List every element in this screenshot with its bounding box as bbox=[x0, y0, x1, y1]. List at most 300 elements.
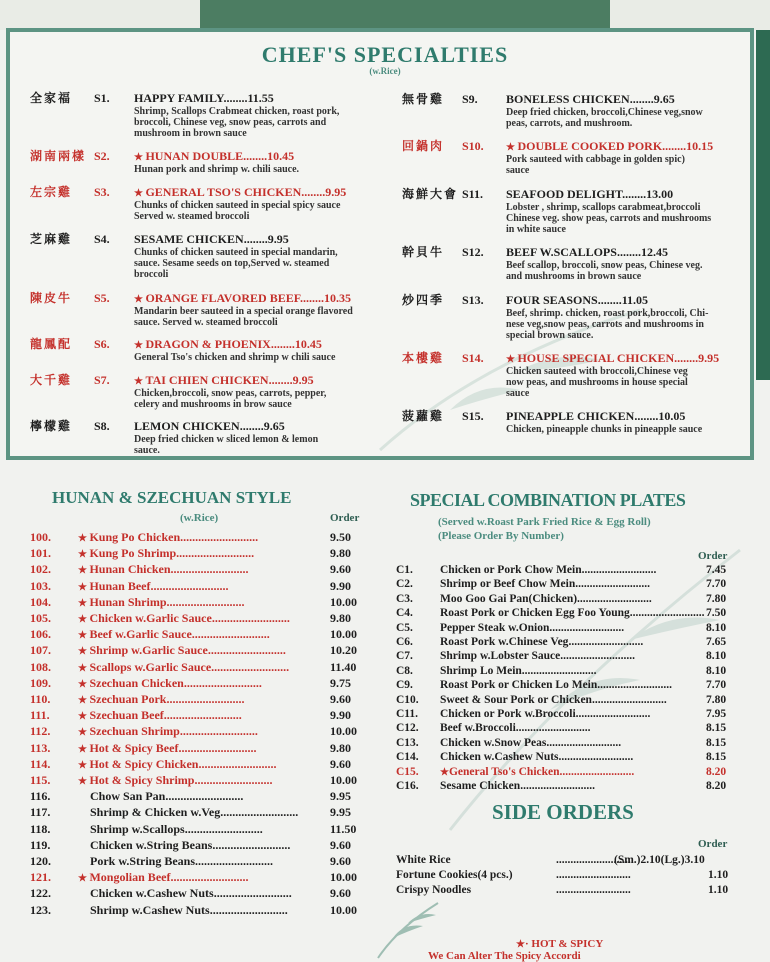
hunan-item-number: 106. bbox=[30, 627, 51, 642]
chef-item bbox=[402, 294, 742, 342]
chef-item-name bbox=[506, 294, 742, 306]
chef-item-name bbox=[134, 92, 370, 104]
combo-item-number: C9. bbox=[396, 679, 413, 692]
leader-dots: ........ bbox=[674, 351, 699, 365]
combo-item-price: 8.10 bbox=[706, 621, 727, 634]
chef-item-name-text: DOUBLE COOKED PORK bbox=[517, 139, 663, 153]
combo-item-number: C4. bbox=[396, 607, 413, 620]
chef-item-chinese-name: 回鍋肉 bbox=[402, 139, 445, 153]
chef-item-description: now peas, and mushrooms in house special bbox=[506, 377, 688, 388]
hunan-item-name-text: Shrimp & Chicken w.Veg bbox=[90, 805, 221, 820]
top-green-banner bbox=[200, 0, 610, 28]
combo-item-number: C1. bbox=[396, 564, 413, 576]
leader-dots: ........ bbox=[616, 245, 641, 259]
hunan-item bbox=[30, 708, 370, 722]
hunan-item bbox=[30, 789, 370, 803]
hunan-item bbox=[30, 611, 370, 625]
hunan-item-price: 10.00 bbox=[330, 724, 357, 739]
side-order-name: Crispy Noodles bbox=[396, 884, 472, 896]
hunan-item-name: Chicken w.String Beans.......................... bbox=[90, 837, 291, 852]
chef-item-number: S13. bbox=[462, 293, 484, 307]
hunan-item bbox=[30, 741, 370, 755]
side-order-price: 1.10 bbox=[708, 884, 729, 896]
chef-item-name-text: ORANGE FLAVORED BEEF bbox=[145, 291, 300, 305]
combo-item-number: C6. bbox=[396, 636, 413, 648]
hunan-item-number: 108. bbox=[30, 659, 51, 674]
hunan-item-price: 9.90 bbox=[330, 708, 351, 723]
chef-item-number: S12. bbox=[462, 245, 484, 259]
combo-item-name: Roast Pork w.Chinese Veg.......................... bbox=[440, 636, 644, 648]
combo-item-number: C12. bbox=[396, 722, 419, 735]
combo-item bbox=[396, 678, 746, 692]
chef-item-description: Chunks of chicken sauteed in special spicy sauce bbox=[134, 200, 341, 211]
leader-dots: ........ bbox=[239, 419, 264, 433]
chef-item-description: peas, carrots, and mushroom. bbox=[506, 118, 633, 129]
chef-item-price: 11.05 bbox=[621, 293, 649, 307]
hunan-item-number: 109. bbox=[30, 675, 51, 690]
chef-item-name bbox=[506, 410, 742, 422]
chef-item-description: Mandarin beer sauteed in a special orange flavored bbox=[134, 306, 353, 317]
hunan-item-name: ★ Beef w.Garlic Sauce.......................... bbox=[78, 627, 270, 642]
hunan-item bbox=[30, 595, 370, 609]
chef-item-name bbox=[134, 292, 370, 306]
chef-item-name bbox=[134, 150, 370, 164]
chef-item-name-text: HAPPY FAMILY bbox=[134, 91, 224, 105]
hunan-item-name-text: Chow San Pan bbox=[90, 789, 166, 804]
combo-item bbox=[396, 664, 746, 678]
chef-item-description: Chinese veg. show peas, carrots and mushrooms bbox=[506, 213, 712, 224]
combo-item-number: C8. bbox=[396, 664, 413, 677]
hunan-item-name-text: Chicken w.String Beans bbox=[90, 837, 213, 852]
combo-order-label: Order bbox=[698, 550, 728, 562]
hunan-item-price: 9.95 bbox=[330, 805, 351, 820]
hunan-item-name: ★ Szechuan Shrimp.......................... bbox=[78, 724, 258, 739]
chef-item-name-text: BEEF W.SCALLOPS bbox=[506, 245, 617, 259]
chef-item-chinese-name: 炒四季 bbox=[402, 293, 445, 307]
chef-item-price: 9.95 bbox=[292, 373, 314, 387]
chef-item bbox=[30, 374, 370, 422]
hunan-item-name-text: Chicken w.Garlic Sauce bbox=[89, 611, 212, 625]
chef-item-number: S4. bbox=[94, 232, 110, 246]
hot-spicy-legend-text: · HOT & SPICY bbox=[524, 938, 604, 950]
combo-item-number: C7. bbox=[396, 650, 413, 663]
hunan-item bbox=[30, 692, 370, 706]
pepper-icon: ★ bbox=[134, 152, 146, 163]
side-order-price: 1.10 bbox=[708, 869, 729, 881]
chef-item-number: S9. bbox=[462, 92, 478, 106]
chef-specialties-subtitle: (w.Rice) bbox=[369, 66, 401, 76]
hunan-item bbox=[30, 627, 370, 641]
hunan-item-price: 10.00 bbox=[330, 594, 357, 609]
hunan-item bbox=[30, 903, 370, 917]
hunan-item bbox=[30, 886, 370, 900]
chef-item-number: S2. bbox=[94, 149, 110, 163]
hunan-item-number: 103. bbox=[30, 578, 51, 593]
hunan-item-price: 9.50 bbox=[330, 530, 351, 544]
hunan-item-name-text: Szechuan Pork bbox=[89, 692, 167, 706]
hunan-item-name-text: Kung Po Shrimp bbox=[89, 546, 177, 561]
side-order-item bbox=[396, 868, 746, 882]
hunan-item-price: 9.95 bbox=[330, 789, 351, 804]
leader-dots: ........ bbox=[299, 291, 324, 305]
combo-item-price: 7.80 bbox=[706, 693, 727, 706]
hunan-item-price: 10.00 bbox=[330, 773, 357, 787]
chef-item-name-text: PINEAPPLE CHICKEN bbox=[506, 409, 635, 423]
combo-item-name: Sweet & Sour Pork or Chicken.......................... bbox=[440, 693, 667, 706]
pepper-icon: ★ bbox=[78, 776, 90, 787]
hunan-item-name: ★ Chicken w.Garlic Sauce.......................... bbox=[78, 611, 290, 625]
hunan-item-name: ★ Szechuan Beef.......................... bbox=[78, 708, 242, 723]
combo-item-price: 7.65 bbox=[706, 636, 727, 648]
hunan-item-number: 104. bbox=[30, 594, 51, 609]
pepper-icon: ★ bbox=[78, 873, 90, 885]
pepper-icon: ★ bbox=[78, 743, 90, 755]
combo-item-name: Chicken w.Cashew Nuts.......................... bbox=[440, 751, 634, 764]
pepper-icon: ★ bbox=[506, 142, 518, 153]
combo-item-name-text: Chicken w.Snow Peas bbox=[440, 736, 547, 749]
hunan-item-price: 10.00 bbox=[330, 627, 357, 642]
hunan-item-number: 117. bbox=[30, 805, 51, 820]
hunan-item-name-text: Hot & Spicy Shrimp bbox=[89, 773, 195, 787]
combo-item bbox=[396, 779, 746, 793]
combo-item-number: C13. bbox=[396, 736, 419, 749]
combo-item-number: C2. bbox=[396, 578, 413, 591]
chef-item-description: Beef, shrimp. chicken, roast pork,broccoli, Chi- bbox=[506, 308, 709, 319]
combo-item-name: Shrimp w.Lobster Sauce.......................... bbox=[440, 650, 635, 663]
chef-item-price: 9.95 bbox=[325, 185, 347, 199]
combo-item-name: Chicken w.Snow Peas.......................... bbox=[440, 736, 622, 749]
hunan-item-price: 9.80 bbox=[330, 740, 351, 755]
side-order-item bbox=[396, 853, 746, 867]
combo-item bbox=[396, 721, 746, 735]
chef-item-number: S3. bbox=[94, 185, 110, 199]
leader-dots: ........ bbox=[629, 92, 654, 106]
combo-item-price: 8.20 bbox=[706, 780, 727, 792]
chef-item-name bbox=[134, 420, 370, 432]
hunan-item-name: ★ Shrimp w.Garlic Sauce.......................... bbox=[78, 643, 286, 658]
hunan-item bbox=[30, 757, 370, 771]
chef-item bbox=[30, 233, 370, 281]
hunan-item-price: 10.20 bbox=[330, 643, 357, 658]
hunan-item-price: 9.60 bbox=[330, 562, 351, 577]
combo-item-name-text: Chicken or Pork w.Broccoli bbox=[440, 708, 576, 720]
right-edge-strip bbox=[756, 30, 770, 380]
hunan-item-number: 121. bbox=[30, 870, 51, 885]
hunan-item-name-text: Scallops w.Garlic Sauce bbox=[89, 659, 212, 674]
combo-item-name-text: Shrimp Lo Mein bbox=[440, 664, 522, 677]
chef-item bbox=[402, 188, 742, 236]
chef-item-price: 10.15 bbox=[686, 139, 714, 153]
chef-item-price: 10.45 bbox=[267, 149, 295, 163]
chef-item-description: broccoli, Chinese veg, snow peas, carrots and bbox=[134, 117, 327, 128]
chef-item-name bbox=[506, 352, 742, 366]
chef-item-description: sauce. Served w. steamed broccoli bbox=[134, 317, 278, 328]
hunan-item-price: 9.60 bbox=[330, 692, 351, 706]
chef-item-chinese-name: 檸檬雞 bbox=[30, 419, 73, 433]
hunan-item-number: 112. bbox=[30, 724, 51, 739]
hunan-item-price: 10.00 bbox=[330, 902, 357, 917]
hunan-item-name-text: Shrimp w.Garlic Sauce bbox=[89, 643, 208, 658]
chef-item-name-text: GENERAL TSO'S CHICKEN bbox=[145, 185, 302, 199]
chef-item bbox=[402, 352, 742, 400]
hunan-order-label: Order bbox=[330, 512, 360, 524]
combo-item-price: 8.10 bbox=[706, 650, 727, 663]
hunan-item-name: Shrimp w.Scallops.......................... bbox=[90, 821, 263, 836]
chef-item bbox=[30, 292, 370, 340]
combo-item-price: 8.10 bbox=[706, 664, 727, 677]
hunan-item-price: 9.80 bbox=[330, 611, 351, 625]
chef-item-price: 13.00 bbox=[646, 187, 674, 201]
combo-subtitle-1: (Served w.Roast Park Fried Rice & Egg Roll) bbox=[438, 516, 651, 528]
chef-item-description: Deep fried chicken, broccoli,Chinese veg,snow bbox=[506, 107, 703, 118]
hunan-item-name-text: Hunan Shrimp bbox=[89, 594, 167, 609]
hunan-item-price: 10.00 bbox=[330, 870, 357, 885]
chef-item-name-text: DRAGON & PHOENIX bbox=[145, 337, 271, 351]
combo-item bbox=[396, 635, 746, 649]
hunan-item-number: 111. bbox=[30, 708, 50, 723]
chef-item-name bbox=[134, 338, 370, 352]
hunan-szechuan-title: HUNAN & SZECHUAN STYLE bbox=[52, 488, 292, 507]
hunan-item-name-text: Mongolian Beef bbox=[89, 870, 171, 885]
combo-item-price: 7.45 bbox=[706, 564, 727, 576]
combo-item-price: 7.50 bbox=[706, 607, 727, 620]
leader-dots: .......................... bbox=[556, 869, 631, 881]
chef-item bbox=[402, 140, 742, 188]
combo-item bbox=[396, 606, 746, 620]
hunan-item-name: Pork w.String Beans.......................... bbox=[90, 854, 274, 868]
chef-item bbox=[402, 246, 742, 294]
pepper-icon: ★ bbox=[78, 614, 90, 625]
combo-item-name-text: Beef w.Broccoli bbox=[440, 722, 516, 735]
combo-item-name: Moo Goo Gai Pan(Chicken).......................... bbox=[440, 592, 652, 605]
hunan-item bbox=[30, 724, 370, 738]
chef-item-description: Chunks of chicken sauteed in special mandarin, bbox=[134, 247, 338, 258]
combo-item-price: 8.15 bbox=[706, 751, 727, 764]
chef-item-number: S1. bbox=[94, 91, 110, 105]
hot-spicy-legend bbox=[516, 938, 603, 950]
hunan-item bbox=[30, 822, 370, 836]
hunan-item bbox=[30, 643, 370, 657]
chef-item-name bbox=[506, 93, 742, 105]
chef-item-description: Lobster , shrimp, scallops carabmeat,broccoli bbox=[506, 202, 701, 213]
combo-item-name: Shrimp or Beef Chow Mein.......................... bbox=[440, 578, 650, 591]
chef-item-description: Chicken sauteed with broccoli,Chinese veg bbox=[506, 366, 688, 377]
chef-item-chinese-name: 湖南兩樣 bbox=[30, 149, 87, 163]
leader-dots: ........ bbox=[301, 185, 326, 199]
hunan-item-name-text: Beef w.Garlic Sauce bbox=[89, 627, 192, 642]
chef-item-price: 10.05 bbox=[658, 409, 686, 423]
combo-item-name: Shrimp Lo Mein.......................... bbox=[440, 664, 597, 677]
chef-item bbox=[30, 186, 370, 234]
side-orders-title: SIDE ORDERS bbox=[492, 800, 634, 824]
chef-item-description: Deep fried chicken w sliced lemon & lemon bbox=[134, 434, 319, 445]
chef-item-name bbox=[134, 233, 370, 245]
hunan-item-number: 105. bbox=[30, 611, 51, 625]
chef-item-description: Beef scallop, broccoli, snow peas, Chinese veg. bbox=[506, 260, 703, 271]
combination-plates-title: SPECIAL COMBINATION PLATES bbox=[410, 490, 686, 510]
leader-dots: ........ bbox=[597, 293, 622, 307]
chef-item-description: Served w. steamed broccoli bbox=[134, 211, 250, 222]
hunan-item-number: 110. bbox=[30, 692, 51, 706]
chef-item-description: and mushrooms in brown sauce bbox=[506, 271, 642, 282]
combo-item-name-text: Roast Pork w.Chinese Veg bbox=[440, 636, 569, 648]
hunan-item-name-text: Shrimp w.Cashew Nuts bbox=[90, 902, 210, 917]
combo-item-number: C3. bbox=[396, 592, 413, 605]
combo-item-name: Sesame Chicken.......................... bbox=[440, 780, 595, 792]
hunan-item-number: 113. bbox=[30, 740, 51, 755]
hunan-item-name: Chicken w.Cashew Nuts.......................... bbox=[90, 886, 292, 901]
chef-item-description: celery and mushrooms in brow sauce bbox=[134, 399, 292, 410]
hunan-item-price: 9.60 bbox=[330, 854, 351, 868]
chef-item-description: special brown sauce. bbox=[506, 330, 594, 341]
combo-item-price: 8.15 bbox=[706, 722, 727, 735]
combo-item bbox=[396, 577, 746, 591]
combo-item bbox=[396, 765, 746, 779]
hunan-item-price: 9.60 bbox=[330, 756, 351, 771]
hunan-item-name: ★ Kung Po Shrimp.......................... bbox=[78, 546, 255, 561]
pepper-icon: ★ bbox=[78, 759, 90, 771]
combo-item-name-text: Chicken or Pork Chow Mein bbox=[440, 564, 582, 576]
leader-dots: ........ bbox=[243, 149, 268, 163]
hunan-item-name-text: Pork w.String Beans bbox=[90, 854, 196, 868]
side-order-price: (Sm.)2.10(Lg.)3.10 bbox=[614, 854, 705, 866]
leader-dots: ........ bbox=[223, 91, 248, 105]
hunan-item-name: ★ Hot & Spicy Chicken.......................... bbox=[78, 756, 277, 771]
combo-item-name-text: Pepper Steak w.Onion bbox=[440, 621, 550, 634]
combo-item bbox=[396, 750, 746, 764]
chef-item-number: S14. bbox=[462, 351, 484, 365]
leader-dots: ........ bbox=[268, 373, 293, 387]
combo-item-price: 7.80 bbox=[706, 592, 727, 605]
chef-item-number: S7. bbox=[94, 373, 110, 387]
chef-item-description: sauce. bbox=[134, 445, 160, 456]
chef-item bbox=[402, 93, 742, 141]
pepper-icon: ★ bbox=[78, 533, 90, 544]
hunan-item-name: Shrimp w.Cashew Nuts.......................... bbox=[90, 902, 288, 917]
combo-item-name-text: Roast Pork or Chicken Egg Foo Young bbox=[440, 607, 630, 620]
combo-item bbox=[396, 563, 746, 577]
hunan-item-name-text: Szechuan Shrimp bbox=[89, 724, 180, 739]
hunan-item bbox=[30, 854, 370, 868]
combo-item-price: 8.20 bbox=[706, 765, 727, 778]
hunan-item-name: ★ Mongolian Beef.......................... bbox=[78, 870, 249, 885]
chef-item-number: S5. bbox=[94, 291, 110, 305]
hunan-item-name: ★ Hunan Chicken.......................... bbox=[78, 562, 249, 577]
chef-item-price: 9.65 bbox=[263, 419, 285, 433]
hunan-item-number: 100. bbox=[30, 530, 51, 544]
leader-dots: ........ bbox=[243, 232, 268, 246]
leader-dots: .......................... bbox=[556, 884, 631, 896]
chef-item-description: General Tso's chicken and shrimp w chili sauce bbox=[134, 352, 336, 363]
combo-item bbox=[396, 736, 746, 750]
combo-item-price: 7.70 bbox=[706, 578, 727, 591]
side-order-item bbox=[396, 883, 746, 897]
chef-item-description: in white sauce bbox=[506, 224, 566, 235]
chef-specialties-title: CHEF'S SPECIALTIES bbox=[261, 42, 509, 67]
combo-item-name-text: Sesame Chicken bbox=[440, 780, 521, 792]
chef-item-description: sauce bbox=[506, 388, 530, 399]
hunan-item bbox=[30, 660, 370, 674]
side-order-name: White Rice bbox=[396, 854, 451, 866]
hunan-item-name-text: Szechuan Chicken bbox=[89, 675, 184, 690]
pepper-icon: ★ bbox=[134, 376, 146, 387]
chef-item bbox=[30, 420, 370, 468]
spicy-note: We Can Alter The Spicy Accordi bbox=[428, 950, 581, 962]
pepper-icon: ★ bbox=[78, 630, 90, 642]
chef-item-description: sauce. Sesame seeds on top,Served w. steamed bbox=[134, 258, 330, 269]
hunan-item bbox=[30, 838, 370, 852]
combo-item-name: Roast Pork or Chicken Lo Mein.......................... bbox=[440, 679, 673, 692]
pepper-icon: ★ bbox=[506, 354, 518, 365]
chef-item-name-text: BONELESS CHICKEN bbox=[506, 92, 630, 106]
chef-item-name-text: TAI CHIEN CHICKEN bbox=[145, 373, 269, 387]
pepper-icon: ★ bbox=[134, 340, 146, 351]
hunan-item-price: 9.90 bbox=[330, 578, 351, 593]
chef-item-price: 11.55 bbox=[247, 91, 274, 105]
pepper-icon: ★ bbox=[78, 581, 90, 593]
hunan-item-number: 118. bbox=[30, 821, 51, 836]
chef-item-description: sauce bbox=[506, 165, 530, 176]
chef-item-number: S15. bbox=[462, 409, 484, 423]
hunan-item-name-text: Hot & Spicy Chicken bbox=[89, 756, 199, 771]
hunan-item-number: 107. bbox=[30, 643, 51, 658]
hunan-item-number: 119. bbox=[30, 837, 51, 852]
combo-item-price: 7.95 bbox=[706, 708, 727, 720]
hunan-item-price: 9.60 bbox=[330, 886, 351, 901]
chef-item-chinese-name: 幹貝牛 bbox=[402, 245, 445, 259]
combo-item-name: ★General Tso's Chicken.......................... bbox=[440, 765, 635, 778]
hunan-item-name: ★ Hot & Spicy Beef.......................... bbox=[78, 740, 257, 755]
combo-item-name-text: Roast Pork or Chicken Lo Mein bbox=[440, 679, 598, 692]
hunan-item-name-text: Kung Po Chicken bbox=[89, 530, 181, 544]
chef-item-description: Hunan pork and shrimp w. chili sauce. bbox=[134, 164, 300, 175]
chef-item-chinese-name: 大千雞 bbox=[30, 373, 73, 387]
chef-item-name-text: HOUSE SPECIAL CHICKEN bbox=[517, 351, 675, 365]
pepper-icon: ★ bbox=[78, 597, 90, 609]
pepper-icon: ★ bbox=[78, 678, 90, 690]
chef-item-description: Shrimp, Scallops Crabmeat chicken, roast pork, bbox=[134, 106, 340, 117]
pepper-icon: ★ bbox=[516, 939, 525, 950]
combo-item-name: Chicken or Pork w.Broccoli.......................... bbox=[440, 708, 651, 720]
chef-item-price: 12.45 bbox=[640, 245, 668, 259]
chef-item-name-text: SESAME CHICKEN bbox=[134, 232, 244, 246]
hunan-item-name-text: Hunan Chicken bbox=[89, 562, 171, 577]
hunan-item-number: 122. bbox=[30, 886, 51, 901]
combo-item bbox=[396, 621, 746, 635]
chef-item-description: nese veg,snow peas, carrots and mushrooms in bbox=[506, 319, 704, 330]
pepper-icon: ★ bbox=[78, 565, 90, 577]
combo-item-number: C5. bbox=[396, 621, 413, 634]
combo-item-name: Pepper Steak w.Onion.......................... bbox=[440, 621, 625, 634]
combo-item-name-text: Shrimp or Beef Chow Mein bbox=[440, 578, 576, 591]
chef-item-chinese-name: 龍鳳配 bbox=[30, 337, 73, 351]
chef-item-price: 10.45 bbox=[294, 337, 322, 351]
hunan-item-number: 114. bbox=[30, 756, 51, 771]
hunan-item-name-text: Shrimp w.Scallops bbox=[90, 821, 185, 836]
hunan-item-name: ★ Scallops w.Garlic Sauce.......................... bbox=[78, 659, 290, 674]
hunan-item-name: ★ Hot & Spicy Shrimp.......................... bbox=[78, 773, 273, 787]
chef-item-number: S11. bbox=[462, 187, 484, 201]
leader-dots: ........ bbox=[622, 187, 647, 201]
pepper-icon: ★ bbox=[78, 711, 90, 723]
hunan-item bbox=[30, 562, 370, 576]
pepper-icon: ★ bbox=[440, 766, 449, 778]
chef-item-name bbox=[506, 188, 742, 200]
hunan-item-name-text: Hunan Beef bbox=[89, 578, 151, 593]
hunan-item bbox=[30, 546, 370, 560]
combo-item bbox=[396, 693, 746, 707]
chef-item bbox=[30, 92, 370, 140]
